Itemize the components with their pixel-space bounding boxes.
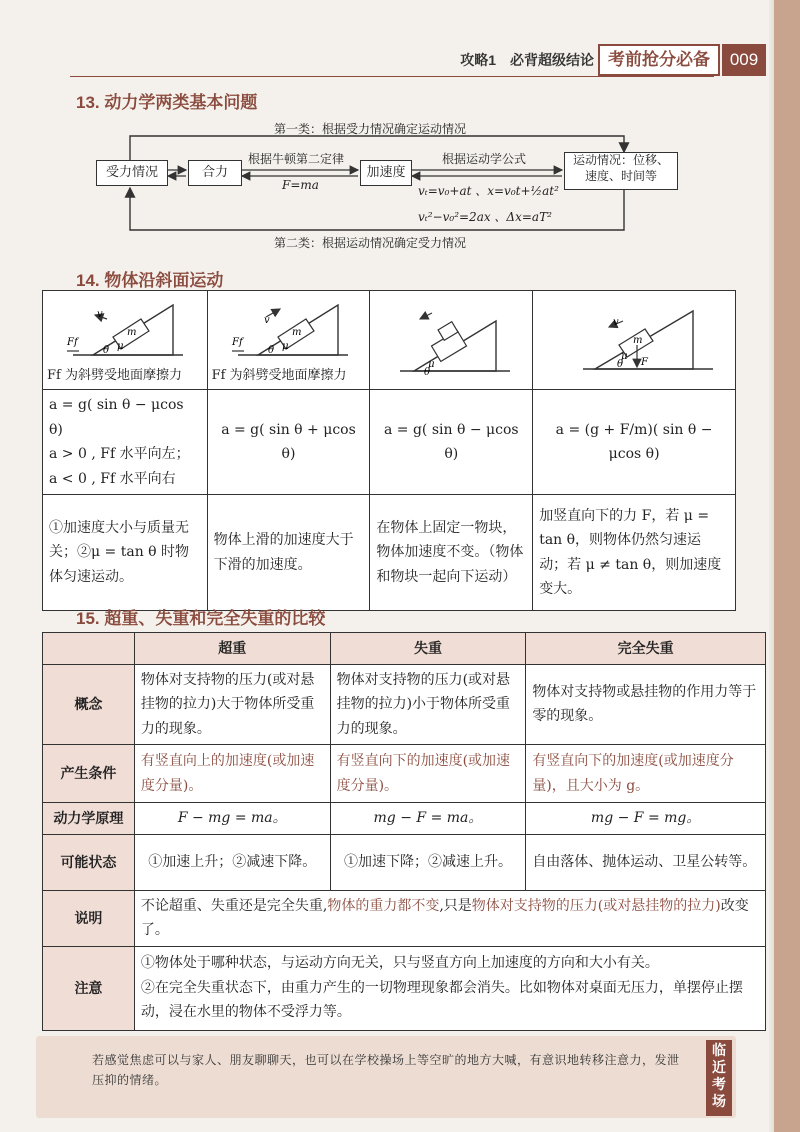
kinematics-formula-2: vₜ²−v₀²=2ax 、Δx=aT² [418, 210, 552, 224]
label-m: m [127, 326, 137, 338]
svg-text:v: v [613, 317, 619, 328]
svg-text:F: F [641, 357, 649, 368]
row-label-concept: 概念 [43, 664, 135, 745]
newton-label: 根据牛顿第二定律 [248, 152, 345, 166]
note-2: 物体上滑的加速度大于下滑的加速度。 [207, 495, 370, 611]
book-spine [774, 0, 800, 1132]
figure-2-caption: Ff 为斜劈受地面摩擦力 [211, 367, 347, 383]
label-mu: μ [117, 340, 124, 352]
col-weightless: 失重 [330, 633, 526, 665]
formula-3: a = g( sin θ − μcos θ) [370, 390, 533, 495]
section-13-title: 13. 动力学两类基本问题 [76, 93, 258, 112]
figure-3 [370, 291, 533, 390]
footer-tag: 临近考场 [706, 1040, 732, 1116]
formula-1: a = g( sin θ − μcos θ) a > 0 , Ff 水平向左； a < 0 , Ff 水平向右 [43, 390, 208, 495]
row-label-states: 可能状态 [43, 834, 135, 890]
incline-figure-1 [43, 293, 203, 365]
formula-4: a = (g + F/m)( sin θ − μcos θ) [533, 390, 736, 495]
svg-text:m: m [633, 335, 643, 346]
box-acceleration: 加速度 [360, 160, 412, 186]
row-label-principle: 动力学原理 [43, 803, 135, 835]
formula-2: a = g( sin θ + μcos θ) [207, 390, 370, 495]
incline-figure-4 [533, 295, 733, 385]
svg-text:Ff: Ff [231, 336, 243, 348]
svg-text:θ: θ [617, 359, 624, 370]
box-force: 受力情况 [96, 160, 168, 186]
svg-text:θ: θ [267, 344, 274, 356]
section-15-title: 15. 超重、失重和完全失重的比较 [76, 609, 326, 628]
col-overweight: 超重 [134, 633, 330, 665]
chapter-title: 攻略1 必背超级结论 [460, 52, 594, 68]
incline-table [42, 290, 736, 611]
notice-text: ①物体处于哪种状态，与运动方向无关，只与竖直方向上加速度的方向和大小有关。 ②在完全失重状态下，由重力产生的一切物理现象都会消失。比如物体对桌面无压力，单摆停止摆动，浸在水里的物体不受浮力等。 [134, 946, 765, 1030]
weight-table: 超重 失重 完全失重 概念 物体对支持物的压力(或对悬挂物的拉力)大于物体所受重力的现象。 物体对支持物的压力(或对悬挂物的拉力)小于物体所受重力的现象。 物体对支持物或悬挂物的作用力等于零的现象。 产生条件 有竖直向上的加速度(或加速度分量)。 有竖直向下的加速度(或加速度分量)。 有竖直向下的加速度(或加速度分量)，且大小为 g。 动力学原理 F − mg = ma。 mg − F = ma。 mg − F = mg。 可能状态 ①加速上升；②减速下降。 ①加速下降；②减速上升。 自由落体、抛体运动、卫星公转等。 说明 不论超重、失重还是完全失重,物体的重力都不变,只是物体对支持物的压力(或对悬挂物的拉力)改变了。 注意 ①物体处于哪种状态，与运动方向无关，只与竖直方向上加速度的方向和大小有关。 ②在完全失重状态下，由重力产生的一切物理现象都会消失。比如物体对桌面无压力，单摆停止摆动，浸在水里的物体不受浮力等。 [42, 632, 766, 1031]
row-label-notice: 注意 [43, 946, 135, 1030]
incline-figure-3 [370, 295, 530, 385]
row-label-condition: 产生条件 [43, 745, 135, 803]
svg-text:v: v [263, 314, 270, 326]
kinematics-label: 根据运动学公式 [442, 152, 527, 166]
page-header [0, 42, 774, 76]
dynamics-flow-diagram [96, 112, 696, 257]
kinematics-formula-1: vₜ=v₀+at 、x=v₀t+½at² [418, 184, 559, 198]
second-type-label: 第二类：根据运动情况确定受力情况 [274, 236, 467, 250]
note-4: 加竖直向下的力 F，若 μ = tan θ，则物体仍然匀速运动；若 μ ≠ tan θ，则加速度变大。 [533, 495, 736, 611]
svg-text:μ: μ [428, 359, 435, 370]
footer-text: 若感觉焦虑可以与家人、朋友聊聊天，也可以在学校操场上等空旷的地方大喊，有意识地转移注意力，发泄压抑的情绪。 [92, 1053, 680, 1087]
note-3: 在物体上固定一物块，物体加速度不变。（物体和物块一起向下运动） [370, 495, 533, 611]
page-number: 009 [722, 44, 766, 76]
row-label-explain: 说明 [43, 890, 135, 946]
newton-formula: F=ma [282, 178, 319, 192]
col-complete: 完全失重 [526, 633, 766, 665]
box-net-force: 合力 [188, 160, 242, 186]
figure-2 [207, 291, 370, 390]
box-motion: 运动情况：位移、 速度、时间等 [564, 152, 678, 190]
note-1: ①加速度大小与质量无关；②μ = tan θ 时物体匀速运动。 [43, 495, 208, 611]
explain-text: 不论超重、失重还是完全失重,物体的重力都不变,只是物体对支持物的压力(或对悬挂物的拉力)改变了。 [134, 890, 765, 946]
svg-text:m: m [291, 326, 302, 338]
label-v: v [97, 308, 103, 320]
section-14-title: 14. 物体沿斜面运动 [76, 271, 224, 290]
figure-1 [43, 291, 208, 390]
label-ff: Ff [67, 336, 78, 348]
svg-text:μ: μ [621, 351, 628, 362]
label-theta: θ [103, 344, 110, 356]
header-tag: 考前抢分必备 [598, 44, 720, 76]
svg-text:θ: θ [424, 367, 431, 378]
svg-text:μ: μ [281, 340, 289, 352]
incline-figure-2 [208, 293, 368, 365]
first-type-label: 第一类：根据受力情况确定运动情况 [274, 122, 467, 136]
figure-4 [533, 291, 736, 390]
footer-tip [36, 1036, 736, 1118]
figure-1-caption: Ff 为斜劈受地面摩擦力 [47, 367, 182, 383]
